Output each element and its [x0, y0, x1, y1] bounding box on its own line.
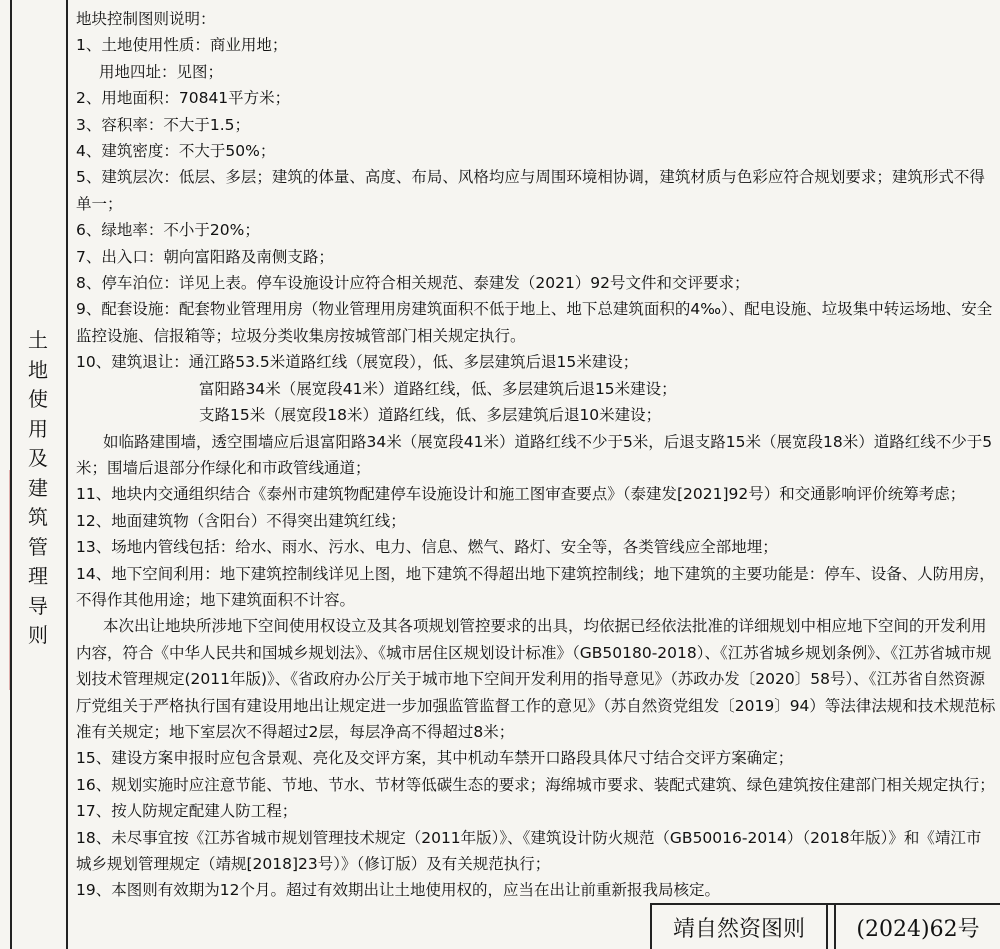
note-line: 17、按人防规定配建人防工程；	[76, 802, 298, 821]
side-label	[10, 326, 66, 651]
note-line: 19、本图则有效期为12个月。超过有效期出让土地使用权的，应当在出让前重新报我局核定。	[76, 881, 720, 900]
note-line: 5、建筑层次：低层、多层；建筑的体量、高度、布局、风格均应与周围环境相协调，建筑材质与色彩应符合规划要求；建筑形式不得单一；	[76, 168, 985, 213]
document-number-box	[650, 903, 1000, 949]
note-line: 12、地面建筑物（含阳台）不得突出建筑红线；	[76, 511, 406, 530]
side-label-char: 导	[28, 593, 48, 618]
note-line: 10、建筑退让：通江路53.5米道路红线（展宽段），低、多层建筑后退15米建设；	[76, 353, 639, 372]
note-line: 13、场地内管线包括：给水、雨水、污水、电力、信息、燃气、路灯、安全等，各类管线应全部地埋；	[76, 538, 778, 557]
side-label-char: 则	[28, 623, 48, 647]
side-label-char: 用	[28, 416, 48, 441]
note-line: 4、建筑密度：不大于50%；	[76, 142, 276, 161]
note-line: 富阳路34米（展宽段41米）道路红线，低、多层建筑后退15米建设；	[199, 379, 677, 398]
note-line: 1、土地使用性质：商业用地；	[76, 36, 288, 55]
document-number: (2024)62号	[834, 905, 1000, 949]
side-label-char: 土	[28, 328, 48, 352]
note-line: 9、配套设施：配套物业管理用房（物业管理用房建筑面积不低于地上、地下总建筑面积的4‰）、配电设施、垃圾集中转运场地、安全监控设施、信报箱等；垃圾分类收集房按城管部门相关规定执行。	[76, 300, 993, 345]
note-line: 如临路建围墙，透空围墙应后退富阳路34米（展宽段41米）道路红线不少于5米，后退支路15米（展宽段18米）道路红线不少于5米；围墙后退部分作绿化和市政管线通道；	[76, 432, 993, 477]
note-line: 14、地下空间利用：地下建筑控制线详见上图，地下建筑不得超出地下建筑控制线；地下建筑的主要功能是：停车、设备、人防用房，不得作其他用途；地下建筑面积不计容。	[76, 564, 995, 609]
issuer-label: 靖自然资图则	[652, 905, 828, 949]
note-line: 18、未尽事宜按《江苏省城市规划管理技术规定（2011年版）》、《建筑设计防火规范（GB50016-2014）（2018年版）》和《靖江市城乡规划管理规定（靖规[2018]23号）》（修订版）及有关规范执行；	[76, 828, 982, 873]
side-label-column	[10, 0, 68, 949]
note-line: 16、规划实施时应注意节能、节地、节水、节材等低碳生态的要求；海绵城市要求、装配式建筑、绿色建筑按住建部门相关规定执行；	[76, 775, 995, 794]
note-line: 支路15米（展宽段18米）道路红线，低、多层建筑后退10米建设；	[199, 406, 662, 425]
edge-mark	[0, 470, 10, 690]
note-line: 15、建设方案申报时应包含景观、亮化及交评方案，其中机动车禁开口路段具体尺寸结合交评方案确定；	[76, 749, 794, 768]
note-line: 6、绿地率：不小于20%；	[76, 221, 260, 240]
control-notes	[76, 6, 996, 904]
side-label-char: 建	[28, 475, 48, 500]
side-label-char: 筑	[28, 505, 48, 529]
note-line: 2、用地面积：70841平方米；	[76, 89, 291, 108]
side-label-char: 使	[28, 387, 48, 411]
note-line: 8、停车泊位：详见上表。停车设施设计应符合相关规范、泰建发（2021）92号文件和交评要求；	[76, 274, 750, 293]
side-label-char: 地	[28, 357, 48, 382]
note-line: 3、容积率：不大于1.5；	[76, 115, 251, 134]
note-line: 地块控制图则说明：	[76, 10, 216, 28]
side-label-char: 管	[28, 534, 48, 559]
side-label-char: 理	[28, 564, 48, 588]
note-line: 7、出入口：朝向富阳路及南侧支路；	[76, 247, 334, 266]
note-line: 本次出让地块所涉地下空间使用权设立及其各项规划管控要求的出具，均依据已经依法批准的详细规划中相应地下空间的开发利用内容，符合《中华人民共和国城乡规划法》、《城市居住区规划设计标准》（GB50180-2018）、《江苏省城乡规划条例》、《江苏省城市规划技术管理规定(2011年版)》、《省政府办公厅关于城市地下空间开发利用的指导意见》（苏政办发〔2020〕58号）、《江苏省自然资源厅党组关于严格执行国有建设用地出让规定进一步加强监管监督工作的意见》（苏自然资党组发〔2019〕94）等法律法规和技术规范标准有关规定；地下室层次不得超过2层，每层净高不得超过8米；	[76, 617, 996, 741]
note-line: 用地四址：见图；	[99, 62, 224, 81]
note-line: 11、地块内交通组织结合《泰州市建筑物配建停车设施设计和施工图审查要点》（泰建发[2021]92号）和交通影响评价统筹考虑；	[76, 485, 966, 504]
side-label-char: 及	[28, 446, 48, 470]
